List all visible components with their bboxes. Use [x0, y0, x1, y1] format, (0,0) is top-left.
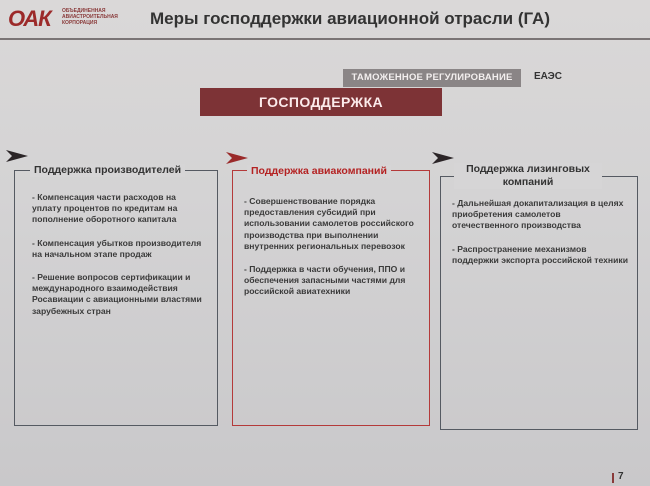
airlines-support-heading: Поддержка авиакомпаний	[247, 165, 391, 178]
list-item: - Компенсация части расходов на уплату процентов по кредитам на пополнение оборотного капитала	[32, 192, 178, 225]
header-divider	[0, 38, 650, 40]
list-item: - Совершенствование порядка предоставления субсидий при использовании самолетов российского производства при выполнении внутренних региональных перевозок	[244, 196, 414, 251]
slide-header	[0, 0, 650, 40]
leasing-support-heading: Поддержка лизинговых компаний	[454, 163, 602, 189]
page-number: 7	[618, 471, 624, 482]
arrow-marker-icon	[226, 150, 248, 166]
producers-support-heading: Поддержка производителей	[30, 164, 185, 177]
list-item: - Решение вопросов сертификации и международного взаимодействия Росавиации с авиационными властями зарубежных стран	[32, 272, 202, 316]
list-item: - Распространение механизмов поддержки экспорта российской техники	[452, 243, 628, 265]
customs-regulation-banner: ТАМОЖЕННОЕ РЕГУЛИРОВАНИЕ	[343, 69, 521, 87]
eaes-label: ЕАЭС	[534, 71, 562, 82]
leasing-support-list	[452, 198, 628, 278]
producers-support-list	[32, 192, 204, 329]
list-item: - Поддержка в части обучения, ППО и обеспечения запасными частями для российской авиатехники	[244, 264, 406, 297]
arrow-marker-icon	[432, 150, 454, 166]
arrow-marker-icon	[6, 148, 28, 164]
company-logo: ОАК	[8, 6, 51, 31]
slide-title: Меры господдержки авиационной отрасли (ГА)	[150, 9, 550, 28]
state-support-banner: ГОСПОДДЕРЖКА	[200, 88, 442, 116]
page-number-bar	[612, 473, 614, 483]
list-item: - Компенсация убытков производителя на начальном этапе продаж	[32, 237, 202, 259]
company-logo-subtitle: ОБЪЕДИНЕННАЯ АВИАСТРОИТЕЛЬНАЯ КОРПОРАЦИЯ	[62, 8, 118, 26]
list-item: - Дальнейшая докапитализация в целях приобретения самолетов отечественного производства	[452, 198, 624, 231]
airlines-support-list	[244, 196, 420, 310]
